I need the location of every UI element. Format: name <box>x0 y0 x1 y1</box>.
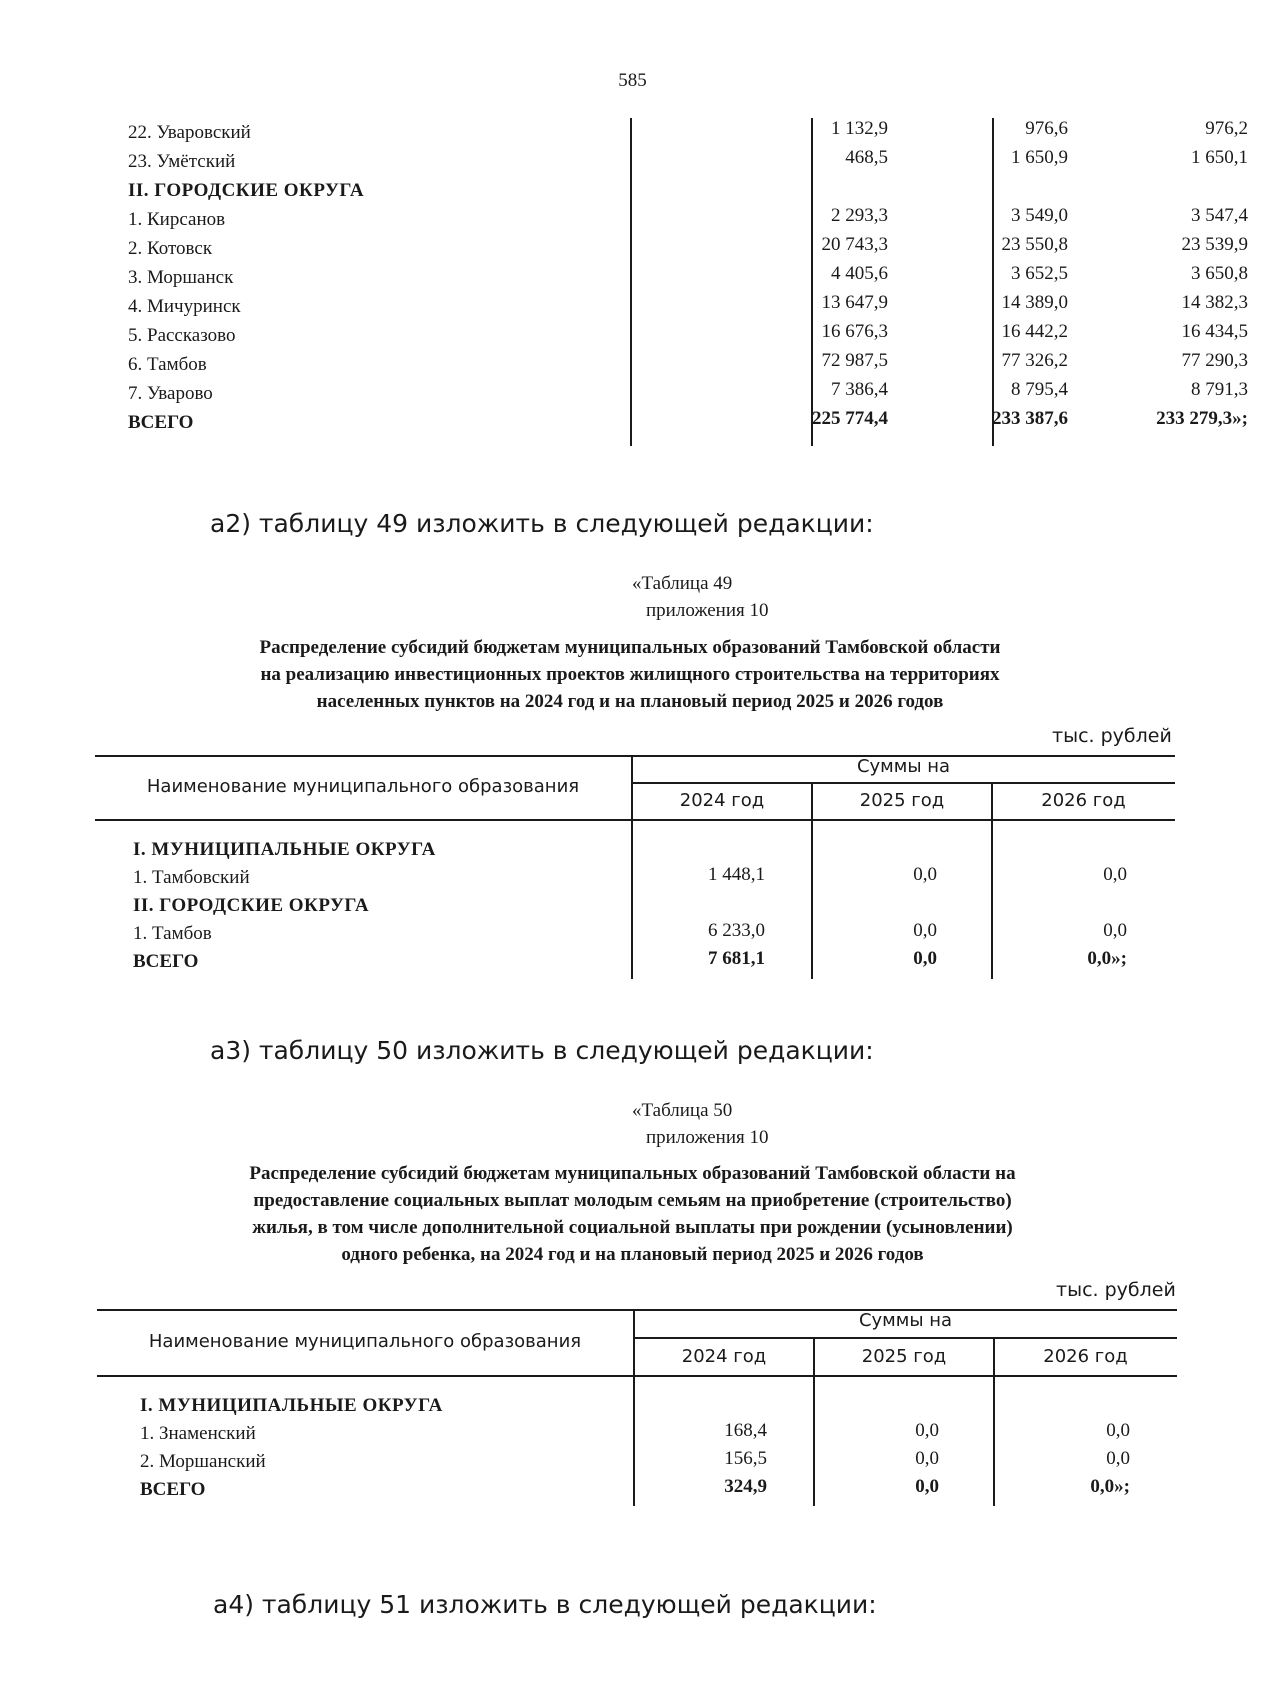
table-row <box>0 1420 1200 1449</box>
title-line: Распределение субсидий бюджетам муниципальных образований Тамбовской области <box>259 637 1001 658</box>
value-2024: 20 743,3 <box>821 234 888 255</box>
value-2026: 0,0»; <box>1090 1476 1130 1497</box>
value-2025: 3 652,5 <box>1011 263 1068 284</box>
value-2024: 468,5 <box>845 147 888 168</box>
value-2026: 23 539,9 <box>1181 234 1248 255</box>
table-row <box>0 920 1200 949</box>
row-name: 5. Рассказово <box>128 325 236 346</box>
page-number: 585 <box>618 70 647 91</box>
row-name: 1. Знаменский <box>140 1423 256 1444</box>
table-label-line: приложения 10 <box>646 1127 769 1148</box>
row-name: 22. Уваровский <box>128 122 251 143</box>
row-name: ВСЕГО <box>128 412 194 433</box>
value-2024: 6 233,0 <box>708 920 765 941</box>
header-year-2026: 2026 год <box>1043 1346 1128 1367</box>
header-year-2024: 2024 год <box>679 790 765 811</box>
row-name: 3. Моршанск <box>128 267 234 288</box>
value-2025: 976,6 <box>1025 118 1068 139</box>
header-name-column: Наименование муниципального образования <box>146 776 580 797</box>
table-label-line: «Таблица 49 <box>632 573 733 594</box>
value-2024: 225 774,4 <box>812 408 888 429</box>
value-2026: 1 650,1 <box>1191 147 1248 168</box>
instruction-a4: а4) таблицу 51 изложить в следующей редакции: <box>213 1590 877 1619</box>
value-2025: 0,0 <box>913 948 937 969</box>
header-sums: Суммы на <box>856 756 951 777</box>
value-2026: 0,0»; <box>1087 948 1127 969</box>
row-name: II. ГОРОДСКИЕ ОКРУГА <box>133 895 370 916</box>
value-2026: 14 382,3 <box>1181 292 1248 313</box>
row-name: 1. Тамбов <box>133 923 212 944</box>
value-2026: 976,2 <box>1205 118 1248 139</box>
row-name: 7. Уварово <box>128 383 213 404</box>
value-2025: 8 795,4 <box>1011 379 1068 400</box>
row-name: ВСЕГО <box>140 1479 206 1500</box>
table49-label <box>632 570 768 624</box>
table50-label <box>632 1097 768 1151</box>
table50-title <box>100 1160 1165 1268</box>
table-border <box>97 1375 1177 1377</box>
value-2024: 16 676,3 <box>821 321 888 342</box>
total-row <box>0 1476 1200 1505</box>
instruction-a2: а2) таблицу 49 изложить в следующей редакции: <box>210 509 874 538</box>
value-2024: 168,4 <box>724 1420 767 1441</box>
value-2026: 8 791,3 <box>1191 379 1248 400</box>
title-line: одного ребенка, на 2024 год и на плановый период 2025 и 2026 годов <box>341 1244 924 1265</box>
value-2024: 4 405,6 <box>831 263 888 284</box>
section-row <box>0 1392 1200 1421</box>
table49-title <box>100 634 1160 715</box>
column-divider <box>630 118 632 446</box>
header-year-2026: 2026 год <box>1041 790 1126 811</box>
value-2025: 77 326,2 <box>1001 350 1068 371</box>
header-sums: Суммы на <box>858 1310 953 1331</box>
instruction-a3: а3) таблицу 50 изложить в следующей редакции: <box>210 1036 874 1065</box>
row-name: 2. Моршанский <box>140 1451 266 1472</box>
row-name: II. ГОРОДСКИЕ ОКРУГА <box>128 180 365 201</box>
row-name: 1. Кирсанов <box>128 209 226 230</box>
total-row <box>0 948 1200 977</box>
value-2024: 324,9 <box>724 1476 767 1497</box>
table-row <box>0 864 1200 893</box>
value-2026: 16 434,5 <box>1181 321 1248 342</box>
units-label: тыс. рублей <box>1056 1279 1176 1301</box>
value-2025: 0,0 <box>915 1476 939 1497</box>
table-border <box>632 782 1175 784</box>
title-line: Распределение субсидий бюджетам муниципальных образований Тамбовской области на <box>249 1163 1016 1184</box>
title-line: жилья, в том числе дополнительной социальной выплаты при рождении (усыновлении) <box>252 1217 1013 1238</box>
value-2025: 0,0 <box>913 920 937 941</box>
header-year-2024: 2024 год <box>681 1346 767 1367</box>
value-2024: 72 987,5 <box>821 350 888 371</box>
value-2026: 77 290,3 <box>1181 350 1248 371</box>
value-2026: 0,0 <box>1103 920 1127 941</box>
row-name: 2. Котовск <box>128 238 213 259</box>
value-2025: 0,0 <box>915 1420 939 1441</box>
value-2024: 13 647,9 <box>821 292 888 313</box>
title-line: населенных пунктов на 2024 год и на плановый период 2025 и 2026 годов <box>316 691 944 712</box>
row-name: 4. Мичуринск <box>128 296 241 317</box>
row-name: 23. Умётский <box>128 151 236 172</box>
value-2026: 233 279,3»; <box>1156 408 1248 429</box>
value-2024: 7 681,1 <box>708 948 765 969</box>
table-border <box>95 819 1175 821</box>
table-row <box>0 1448 1200 1477</box>
value-2026: 3 650,8 <box>1191 263 1248 284</box>
section-row <box>0 892 1200 921</box>
table-border <box>634 1337 1177 1339</box>
table-label-line: «Таблица 50 <box>632 1100 733 1121</box>
value-2026: 3 547,4 <box>1191 205 1248 226</box>
units-label: тыс. рублей <box>1052 725 1172 747</box>
value-2025: 16 442,2 <box>1001 321 1068 342</box>
value-2025: 14 389,0 <box>1001 292 1068 313</box>
header-year-2025: 2025 год <box>861 1346 947 1367</box>
row-name: I. МУНИЦИПАЛЬНЫЕ ОКРУГА <box>133 839 436 860</box>
section-row <box>0 836 1200 865</box>
header-name-column: Наименование муниципального образования <box>148 1331 582 1352</box>
row-name: 1. Тамбовский <box>133 867 250 888</box>
value-2025: 233 387,6 <box>992 408 1068 429</box>
header-year-2025: 2025 год <box>859 790 945 811</box>
title-line: предоставление социальных выплат молодым семьям на приобретение (строительство) <box>253 1190 1012 1211</box>
value-2025: 1 650,9 <box>1011 147 1068 168</box>
row-name: 6. Тамбов <box>128 354 207 375</box>
value-2025: 0,0 <box>913 864 937 885</box>
title-line: на реализацию инвестиционных проектов жилищного строительства на территориях <box>260 664 1000 685</box>
value-2024: 156,5 <box>724 1448 767 1469</box>
value-2025: 0,0 <box>915 1448 939 1469</box>
value-2026: 0,0 <box>1106 1420 1130 1441</box>
table-label-line: приложения 10 <box>646 600 769 621</box>
row-name: ВСЕГО <box>133 951 199 972</box>
row-name: I. МУНИЦИПАЛЬНЫЕ ОКРУГА <box>140 1395 443 1416</box>
value-2024: 1 132,9 <box>831 118 888 139</box>
value-2024: 2 293,3 <box>831 205 888 226</box>
value-2024: 7 386,4 <box>831 379 888 400</box>
value-2025: 23 550,8 <box>1001 234 1068 255</box>
value-2026: 0,0 <box>1103 864 1127 885</box>
value-2024: 1 448,1 <box>708 864 765 885</box>
value-2025: 3 549,0 <box>1011 205 1068 226</box>
value-2026: 0,0 <box>1106 1448 1130 1469</box>
